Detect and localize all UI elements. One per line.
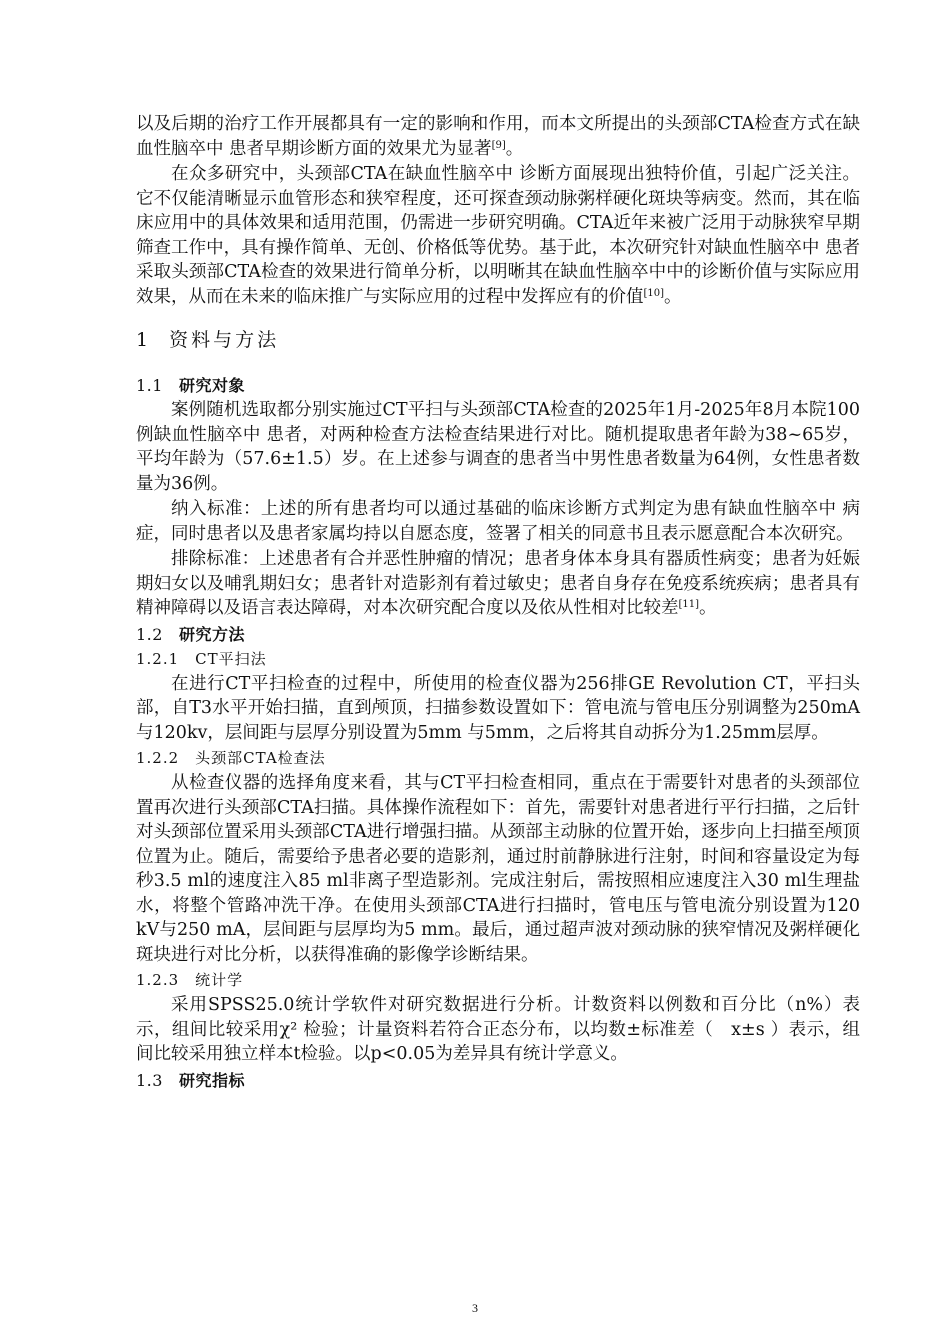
subsection-heading [136, 373, 860, 398]
subsection-number: 1.3 [136, 1070, 163, 1090]
section-number: 1 [136, 329, 152, 351]
intro-paragraph-1 [136, 112, 860, 161]
citation-ref: [11] [678, 599, 700, 610]
subsection-heading [136, 622, 860, 647]
body-paragraph: 采用SPSS25.0统计学软件对研究数据进行分析。计数资料以例数和百分比（n%）表示，组间比较采用χ² 检验；计量资料若符合正态分布，以均数±标准差（ x±s ）表示，组间比较采用独立样本t检验。以p<0.05为差异具有统计学意义。 [136, 995, 860, 1064]
paragraph-text: 在众多研究中，头颈部CTA在缺血性脑卒中 诊断方面展现出独特价值，引起广泛关注。它不仅能清晰显示血管形态和狭窄程度，还可探查颈动脉粥样硬化斑块等病变。然而，其在临床应用中的具体效果和适用范围，仍需进一步研究明确。CTA近年来被广泛用于动脉狭窄早期筛查工作中，具有操作简单、无创、价格低等优势。基于此，本次研究针对缺血性脑卒中 患者采取头颈部CTA检查的效果进行简单分析，以明晰其在缺血性脑卒中中的诊断价值与实际应用效果，从而在未来的临床推广与实际应用的过程中发挥应有的价值 [136, 164, 860, 307]
paragraph-text: 排除标准：上述患者有合并恶性肿瘤的情况；患者身体本身具有器质性病变；患者为妊娠期妇女以及哺乳期妇女；患者针对造影剂有着过敏史；患者自身存在免疫系统疾病；患者具有精神障碍以及语言表达障碍，对本次研究配合度以及依从性相对比较差 [136, 549, 860, 618]
citation-ref: [10] [643, 287, 665, 299]
subsubsection-title: CT平扫法 [195, 649, 267, 668]
subsection-number: 1.2 [136, 624, 163, 644]
section-heading [136, 327, 860, 353]
page-number: 3 [472, 1301, 478, 1315]
paragraph-end: 。 [699, 598, 717, 618]
paragraph-text: 以及后期的治疗工作开展都具有一定的影响和作用，而本文所提出的头颈部CTA检查方式在缺血性脑卒中 患者早期诊断方面的效果尤为显著 [136, 114, 860, 159]
subsection-title: 研究指标 [178, 1070, 245, 1090]
body-paragraph: 从检查仪器的选择角度来看，其与CT平扫检查相同，重点在于需要针对患者的头颈部位置再次进行头颈部CTA扫描。具体操作流程如下：首先，需要针对患者进行平行扫描，之后针对头颈部位置采用头颈部CTA进行增强扫描。从颈部主动脉的位置开始，逐步向上扫描至颅顶位置为止。随后，需要给予患者必要的造影剂，通过肘前静脉进行注射，时间和容量设定为每秒3.5 ml的速度注入85 ml非离子型造影剂。完成注射后，需按照相应速度注入30 ml生理盐水，将整个管路冲洗干净。在使用头颈部CTA进行扫描时，管电压与管电流分别设置为120 kV与250 mA，层间距与层厚均为5 mm。最后，通过超声波对颈动脉的狭窄情况及粥样硬化斑块进行对比分析，以获得准确的影像学诊断结果。 [136, 773, 860, 965]
document-page [136, 112, 860, 1093]
subsubsection-heading [136, 746, 860, 771]
subsubsection-number: 1.2.1 [136, 649, 180, 668]
subsection-title: 研究对象 [178, 376, 245, 395]
citation-ref: [9] [491, 139, 506, 151]
section-title: 资料与方法 [169, 329, 280, 351]
subsubsection-number: 1.2.2 [136, 749, 180, 767]
intro-paragraph-2 [136, 162, 860, 309]
subsubsection-heading [136, 647, 860, 672]
subsubsection-title: 头颈部CTA检查法 [195, 749, 326, 767]
subsubsection-title: 统计学 [195, 971, 244, 989]
subsection-number: 1.1 [136, 376, 163, 395]
subsection-title: 研究方法 [178, 624, 245, 644]
paragraph-end: 。 [505, 138, 524, 159]
body-paragraph: 在进行CT平扫检查的过程中，所使用的检查仪器为256排GE Revolution CT，平扫头部，自T3水平开始扫描，直到颅顶，扫描参数设置如下：管电流与管电压分别调整为250mA与120kv，层间距与层厚分别设置为5mm 与5mm，之后将其自动拆分为1.25mm层厚。 [136, 673, 860, 743]
body-paragraph [136, 547, 860, 621]
subsubsection-number: 1.2.3 [136, 971, 180, 989]
body-paragraph: 纳入标准：上述的所有患者均可以通过基础的临床诊断方式判定为患有缺血性脑卒中 病症，同时患者以及患者家属均持以自愿态度，签署了相关的同意书且表示愿意配合本次研究。 [136, 499, 860, 544]
subsubsection-heading [136, 968, 860, 993]
subsection-heading [136, 1068, 860, 1093]
body-paragraph: 案例随机选取都分别实施过CT平扫与头颈部CTA检查的2025年1月-2025年8月本院100例缺血性脑卒中 患者，对两种检查方法检查结果进行对比。随机提取患者年龄为38~65岁，平均年龄为（57.6±1.5）岁。在上述参与调查的患者当中男性患者数量为64例，女性患者数量为36例。 [136, 400, 860, 494]
paragraph-end: 。 [664, 286, 682, 307]
